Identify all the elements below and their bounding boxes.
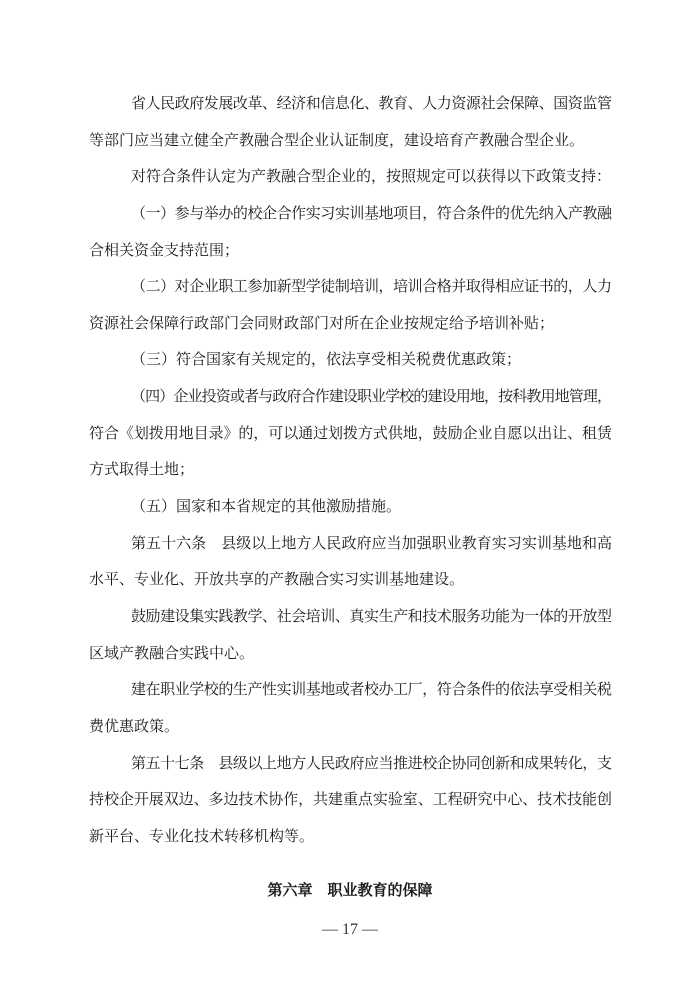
paragraph-line <box>89 451 612 488</box>
line-text: 省人民政府发展改革、经济和信息化、教育、人力资源社会保障、国资监管 <box>131 94 612 112</box>
line-text: （二）对企业职工参加新型学徒制培训，培训合格并取得相应证书的，人力 <box>131 277 612 296</box>
line-text: 第五十六条 县级以上地方人民政府应当加强职业教育实习实训基地和高 <box>131 533 613 552</box>
paragraph-line <box>89 195 612 232</box>
paragraph <box>89 195 612 268</box>
paragraph-line <box>89 158 612 195</box>
paragraph-line <box>89 305 612 342</box>
paragraph-line <box>89 488 612 525</box>
line-text: 建在职业学校的生产性实训基地或者校办工厂，符合条件的依法享受相关税 <box>131 680 612 699</box>
paragraph-line <box>89 415 612 452</box>
paragraph-line <box>89 341 612 378</box>
paragraph-line <box>89 708 612 745</box>
paragraph <box>89 268 612 341</box>
line-text: 区域产教融合实践中心。 <box>89 643 255 662</box>
paragraph-line <box>89 671 612 708</box>
line-text: 等部门应当建立健全产教融合型企业认证制度，建设培育产教融合型企业。 <box>89 130 585 149</box>
line-text: 符合《划拨用地目录》的，可以通过划拨方式供地，鼓励企业自愿以出让、租赁 <box>89 423 612 442</box>
line-text: 持校企开展双边、多边技术协作，共建重点实验室、工程研究中心、技术技能创 <box>89 790 612 809</box>
paragraph <box>89 671 612 744</box>
line-text: （五）国家和本省规定的其他激励措施。 <box>131 497 402 516</box>
line-text: 第五十七条 县级以上地方人民政府应当推进校企协同创新和成果转化，支 <box>131 753 612 772</box>
paragraph <box>89 378 612 488</box>
paragraph-line <box>89 561 612 598</box>
paragraph <box>89 745 612 855</box>
line-text: 对符合条件认定为产教融合型企业的，按照规定可以获得以下政策支持： <box>131 167 612 186</box>
line-text: 费优惠政策。 <box>89 716 180 735</box>
line-text: （四）企业投资或者与政府合作建设职业学校的建设用地，按科教用地管理， <box>131 387 612 406</box>
paragraph-line <box>89 598 612 635</box>
body-text <box>89 85 612 854</box>
line-text: 合相关资金支持范围； <box>89 240 240 259</box>
paragraph <box>89 488 612 525</box>
line-text: （三）符合国家有关规定的，依法享受相关税费优惠政策； <box>131 350 522 369</box>
paragraph-line <box>89 378 612 415</box>
paragraph-line <box>89 268 612 305</box>
chapter-heading: 第六章 职业教育的保障 <box>267 881 433 899</box>
paragraph-line <box>89 122 612 159</box>
line-text: 新平台、专业化技术转移机构等。 <box>89 826 315 845</box>
paragraph-line <box>89 232 612 269</box>
paragraph-line <box>89 781 612 818</box>
paragraph-line <box>89 818 612 855</box>
paragraph <box>89 85 612 158</box>
paragraph-line <box>89 635 612 672</box>
paragraph <box>89 525 612 598</box>
line-text: 水平、专业化、开放共享的产教融合实习实训基地建设。 <box>89 570 465 589</box>
paragraph-line <box>89 525 612 562</box>
line-text: 方式取得土地； <box>89 460 195 479</box>
paragraph <box>89 598 612 671</box>
paragraph <box>89 341 612 378</box>
line-text: （一）参与举办的校企合作实习实训基地项目，符合条件的优先纳入产教融 <box>131 203 612 222</box>
paragraph <box>89 158 612 195</box>
paragraph-line <box>89 745 612 782</box>
paragraph-line <box>89 85 612 122</box>
line-text: 鼓励建设集实践教学、社会培训、真实生产和技术服务功能为一体的开放型 <box>131 606 612 625</box>
line-text: 资源社会保障行政部门会同财政部门对所在企业按规定给予培训补贴； <box>89 313 555 332</box>
page-number: — 17 — <box>322 921 378 938</box>
